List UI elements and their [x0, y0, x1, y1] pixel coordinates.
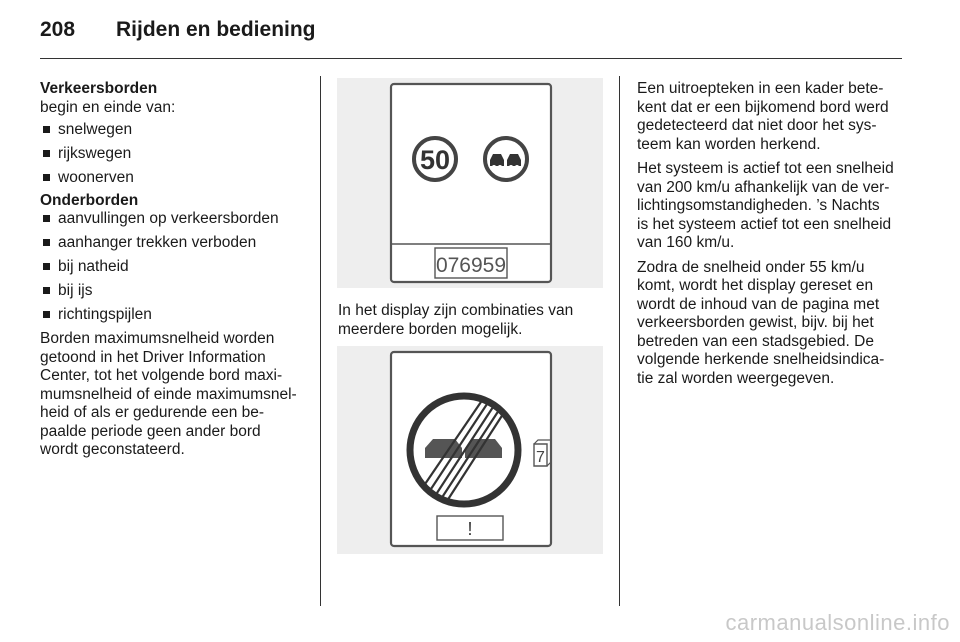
- display-illustration-2: [337, 346, 603, 554]
- section-heading-verkeersborden: Verkeersborden: [40, 80, 158, 97]
- column-divider-2: [619, 76, 620, 606]
- column-1: [40, 80, 312, 460]
- text-line: verkeersborden gewist, bijv. bij het: [637, 314, 874, 331]
- text-line: tie zal worden weergegeven.: [637, 369, 835, 387]
- exclamation-icon: !: [467, 519, 473, 539]
- figure-end-of-no-overtaking-display: [337, 346, 603, 554]
- page-title: Rijden en bediening: [116, 18, 316, 41]
- text-line: wordt geconstateerd.: [40, 441, 185, 458]
- text-line: heid of als er gedurende een be-: [40, 404, 265, 421]
- paragraph-display-reset: [637, 259, 903, 389]
- section-intro: begin en einde van:: [40, 98, 176, 116]
- page-header: [40, 18, 316, 48]
- text-line: Een uitroepteken in een kader bete-: [637, 80, 884, 97]
- column-divider-1: [320, 76, 321, 606]
- text-line: Borden maximumsnelheid worden: [40, 330, 275, 347]
- text-line: van 160 km/u.: [637, 234, 735, 251]
- list-item: richtingspijlen: [40, 306, 312, 325]
- list-item: aanvullingen op verkeersborden: [40, 210, 312, 229]
- display-illustration-1: [337, 78, 603, 288]
- text-line: gedetecteerd dat niet door het sys-: [637, 117, 877, 134]
- text-line: In het display zijn combinaties van: [338, 302, 574, 319]
- speed-limit-value: 50: [419, 145, 451, 175]
- text-line: paalde periode geen ander bord: [40, 422, 261, 440]
- text-line: mumsnelheid of einde maximumsnel-: [40, 385, 297, 403]
- text-line: Het systeem is actief tot een snelheid: [637, 160, 894, 177]
- end-no-overtaking-sign-icon: [410, 396, 518, 504]
- header-rule: [40, 58, 902, 59]
- list-item: snelwegen: [40, 121, 312, 140]
- text-line: lichtingsomstandigheden. ’s Nachts: [637, 197, 880, 214]
- text-line: volgende herkende snelheidsindica-: [637, 351, 885, 368]
- paragraph-systeem-actief: [637, 160, 903, 253]
- paragraph-uitroepteken: [637, 80, 903, 154]
- text-line: van 200 km/u afhankelijk van de ver-: [637, 178, 890, 196]
- figure-caption: [338, 302, 602, 339]
- text-line: kent dat er een bijkomend bord werd: [637, 98, 889, 116]
- display-frame: [391, 84, 551, 282]
- text-line: Zodra de snelheid onder 55 km/u: [637, 258, 865, 276]
- text-line: komt, wordt het display gereset en: [637, 277, 874, 294]
- list-item: aanhanger trekken verboden: [40, 234, 312, 253]
- list-item: rijkswegen: [40, 145, 312, 164]
- text-line: betreden van een stadsgebied. De: [637, 332, 874, 350]
- watermark: carmanualsonline.info: [725, 610, 950, 635]
- list-item: bij natheid: [40, 258, 312, 277]
- text-line: meerdere borden mogelijk.: [338, 320, 523, 338]
- list-item: woonerven: [40, 169, 312, 188]
- text-line: teem kan worden herkend.: [637, 135, 821, 153]
- text-line: Center, tot het volgende bord maxi-: [40, 367, 283, 384]
- display-code: 076959: [435, 254, 507, 277]
- bullet-list-onderborden: [40, 210, 312, 325]
- text-line: getoond in het Driver Information: [40, 348, 266, 366]
- figure-speed-sign-display: [337, 78, 603, 288]
- bullet-list-verkeersborden: [40, 121, 312, 188]
- paragraph-maximumsnelheid: [40, 330, 312, 460]
- section-heading-onderborden: Onderborden: [40, 191, 139, 209]
- page-number: 208: [40, 18, 76, 41]
- additional-sign-number: 7: [536, 449, 545, 466]
- list-item: bij ijs: [40, 282, 312, 301]
- column-3: [637, 80, 903, 394]
- text-line: wordt de inhoud van de pagina met: [637, 295, 880, 313]
- text-line: is het systeem actief tot een snelheid: [637, 215, 892, 233]
